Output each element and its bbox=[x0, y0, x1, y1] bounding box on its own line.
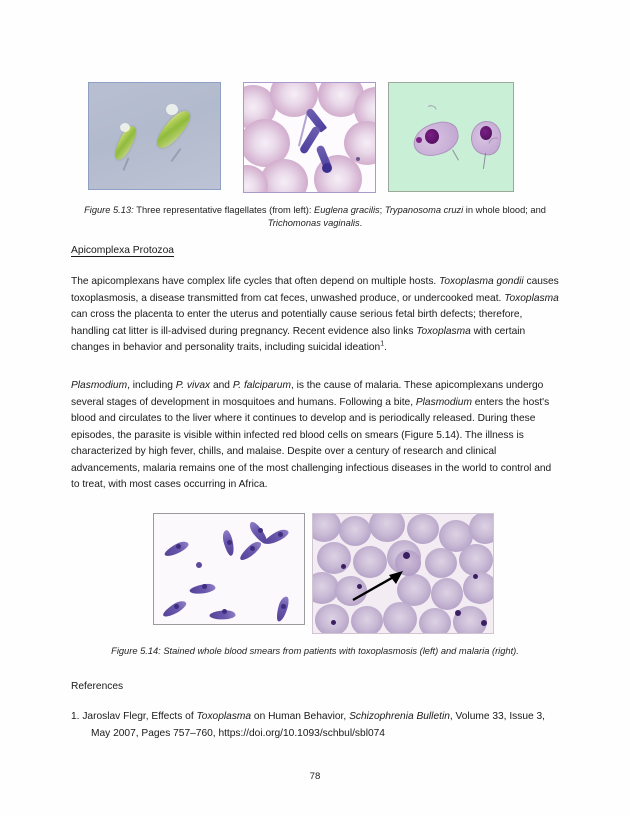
caption-text: . bbox=[359, 218, 363, 229]
reference-number: 1. bbox=[71, 711, 83, 722]
tachyzoite-nucleus bbox=[258, 528, 263, 533]
tachyzoite-nucleus bbox=[202, 584, 207, 589]
text-run: enters the host's blood and circulates to the liver where it continues to develop and is periodically released. During these episodes, the parasite is visible within infected red blood cells on smears (Figure 5.14). The illness is characterized by high fever, chills, and malaise. Despite over a century of research and clinical advancements, malaria remains one of the most challenging infectious diseases in the world to control and to treat, with most cases occurring in Africa. bbox=[71, 396, 552, 491]
text-run: Jaroslav Flegr, Effects of bbox=[82, 711, 197, 722]
species-name: Toxoplasma bbox=[416, 325, 471, 337]
text-run: The apicomplexans have complex life cycles that often depend on multiple hosts. bbox=[71, 276, 440, 287]
species-name: Plasmodium bbox=[71, 380, 128, 391]
species-name: P. falciparum bbox=[232, 380, 291, 391]
stain-speck bbox=[356, 157, 360, 161]
footnote-marker: 1 bbox=[380, 340, 385, 348]
text-run: causes toxoplasmosis, a disease transmitted from cat feces, unwashed produce, or undercooked meat. bbox=[71, 276, 559, 304]
tachyzoite-nucleus bbox=[174, 604, 179, 609]
species-name: Plasmodium bbox=[415, 396, 472, 408]
species-name: Euglena gracilis bbox=[314, 205, 380, 215]
paragraph-plasmodium bbox=[71, 378, 560, 494]
red-blood-cell bbox=[312, 513, 341, 542]
toxoplasma-tachyzoite bbox=[275, 595, 291, 622]
tachyzoite-nucleus bbox=[250, 546, 255, 551]
plasmodium-parasite bbox=[403, 552, 410, 559]
text-run: , Volume 33, Issue 3, May 2007, Pages 757–760, https://doi.org/10.1093/schbul/sbl074 bbox=[91, 711, 546, 739]
red-blood-cell bbox=[407, 514, 439, 544]
text-run: , including bbox=[127, 380, 176, 391]
red-blood-cell bbox=[459, 544, 493, 576]
text-run: on Human Behavior, bbox=[251, 711, 350, 722]
red-blood-cell bbox=[369, 513, 405, 542]
species-name: P. vivax bbox=[175, 380, 211, 391]
red-blood-cell bbox=[431, 578, 463, 610]
red-blood-cell bbox=[463, 572, 494, 604]
trichomonas-granule bbox=[416, 137, 422, 143]
toxoplasma-tachyzoite bbox=[238, 539, 263, 563]
trichomonas-nucleus bbox=[425, 129, 439, 144]
caption-text: Three representative flagellates (from left): bbox=[136, 205, 315, 215]
trypanosoma-cruzi-micrograph bbox=[243, 82, 376, 193]
red-blood-cell bbox=[351, 606, 383, 634]
euglena-cell-anterior bbox=[120, 123, 130, 132]
red-blood-cell bbox=[383, 602, 417, 634]
red-blood-cell bbox=[419, 608, 451, 634]
caption-text: in whole blood; and bbox=[463, 205, 546, 215]
toxoplasma-tachyzoite bbox=[161, 598, 188, 619]
toxoplasma-tachyzoite bbox=[163, 539, 190, 559]
text-run: . bbox=[384, 342, 387, 354]
tachyzoite-nucleus bbox=[281, 604, 286, 609]
trichomonas-vaginalis-micrograph bbox=[388, 82, 514, 192]
figure-5-13-label: Figure 5.13: bbox=[84, 205, 137, 215]
malaria-blood-smear bbox=[312, 513, 494, 634]
species-name: Toxoplasma bbox=[504, 292, 559, 304]
trichomonas-axostyle bbox=[452, 150, 459, 161]
trichomonas-axostyle bbox=[483, 153, 486, 169]
text-run: with certain changes in behavior and personality traits, including suicidal ideation bbox=[71, 325, 526, 354]
tachyzoite-nucleus bbox=[227, 540, 232, 545]
text-run: and bbox=[210, 380, 233, 391]
species-name: Toxoplasma bbox=[196, 711, 252, 722]
species-name: Trichomonas vaginalis bbox=[267, 218, 360, 229]
plasmodium-parasite bbox=[481, 620, 487, 626]
toxoplasma-tachyzoite bbox=[263, 527, 290, 547]
arrow-annotation-icon bbox=[351, 570, 411, 604]
species-name: Toxoplasma gondii bbox=[439, 276, 524, 287]
caption-text: ; bbox=[379, 205, 385, 215]
section-heading-apicomplexa-protozoa: Apicomplexa Protozoa bbox=[71, 245, 175, 256]
euglena-flagellum bbox=[170, 148, 181, 162]
red-blood-cell bbox=[315, 604, 349, 634]
euglena-flagellum bbox=[122, 157, 129, 171]
red-blood-cell bbox=[317, 542, 351, 574]
journal-name: Schizophrenia Bulletin bbox=[349, 711, 450, 722]
figure-5-13-caption bbox=[71, 204, 559, 231]
text-run: , is the cause of malaria. These apicomplexans undergo several stages of development in mosquitoes and humans. Following a bite, bbox=[71, 380, 544, 408]
text-run: can cross the placenta to enter the uterus and potentially cause serious fetal birth defects; therefore, handling cat litter is ill-advised during pregnancy. Recent evidence also links bbox=[71, 309, 523, 337]
tachyzoite-nucleus bbox=[176, 544, 181, 549]
page-number: 78 bbox=[309, 771, 321, 782]
red-blood-cell bbox=[425, 548, 457, 578]
tachyzoite-nucleus bbox=[278, 532, 283, 537]
euglena-cell-anterior bbox=[166, 104, 178, 115]
plasmodium-parasite bbox=[455, 610, 461, 616]
figure-5-14-caption: Figure 5.14: Stained whole blood smears from patients with toxoplasmosis (left) and malaria (right). bbox=[111, 646, 519, 656]
figure-5-13-images bbox=[88, 82, 514, 194]
references-heading: References bbox=[71, 681, 124, 692]
plasmodium-parasite bbox=[331, 620, 336, 625]
trypanosome-kinetoplast bbox=[322, 163, 332, 173]
euglena-gracilis-micrograph bbox=[88, 82, 221, 190]
paragraph-apicomplexans bbox=[71, 274, 560, 357]
plasmodium-parasite bbox=[341, 564, 346, 569]
stain-speck bbox=[196, 562, 202, 568]
plasmodium-parasite bbox=[473, 574, 478, 579]
tachyzoite-nucleus bbox=[222, 609, 227, 614]
species-name: Trypanosoma cruzi bbox=[384, 205, 464, 215]
reference-item-1 bbox=[71, 709, 560, 742]
red-blood-cell bbox=[469, 513, 494, 544]
toxoplasmosis-blood-smear bbox=[153, 513, 305, 625]
red-blood-cell bbox=[339, 516, 371, 546]
figure-5-14-images bbox=[153, 513, 494, 635]
